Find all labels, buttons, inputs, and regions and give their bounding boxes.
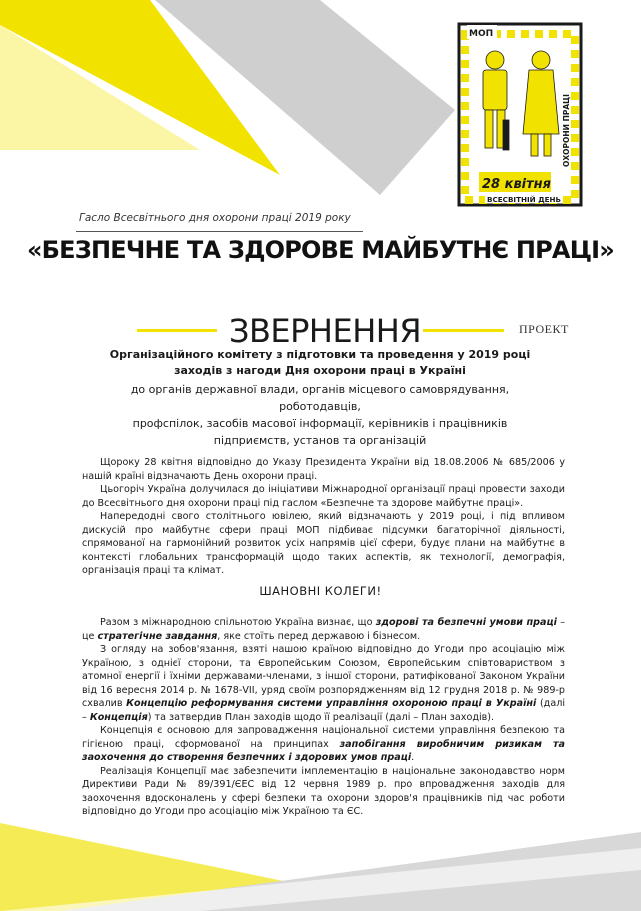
logo-top-text: МОП bbox=[469, 29, 494, 39]
headline-slogan: «БЕЗПЕЧНЕ ТА ЗДОРОВЕ МАЙБУТНЄ ПРАЦІ» bbox=[26, 236, 615, 264]
intro-paragraph: Щороку 28 квітня відповідно до Указу Президента України від 18.08.2006 № 685/2006 у нашій країні відзначають День охорони праці. bbox=[82, 457, 565, 482]
main-paragraph: Концепція є основою для запровадження національної системи управління безпекою та гігієною праці, сформованої на принципах запобігання виробничим ризикам та заохочення до створення безпечних і здорових умов праці. bbox=[82, 725, 565, 763]
organization-line: Організаційного комітету з підготовки та проведення у 2019 році bbox=[109, 348, 531, 361]
emphasis: Концепція bbox=[89, 711, 148, 723]
emphasis: запобігання виробничим ризикам та заохочення до створення безпечних і здорових умов праці bbox=[82, 738, 565, 763]
main-paragraph: Разом з міжнародною спільнотою Україна визнає, що здорові та безпечні умови праці – це стратегічне завдання, яке стоїть перед державою і бізнесом. bbox=[82, 617, 565, 642]
emphasis: здорові та безпечні умови праці bbox=[375, 617, 557, 628]
addressee-line: профспілок, засобів масової інформації, керівників і працівників bbox=[132, 417, 508, 430]
main-paragraph: Реалізація Концепції має забезпечити імплементацію в національне законодавство норм Директиви Ради № 89/391/ЄЕС від 12 червня 1989 р. про впровадження заходів для заохочення вдосконалень у сфері безпеки та охорони здоров'я працівників під час роботи відповідно до Угоди про асоціацію між Україною та ЄС. bbox=[82, 765, 565, 817]
intro-paragraph: Цьогоріч Україна долучилася до ініціативи Міжнародної організації праці провести заходи до Всесвітнього дня охорони праці під гаслом «Безпечне та здорове майбутнє праці». bbox=[82, 484, 565, 509]
addressees bbox=[90, 381, 550, 449]
emphasis: стратегічне завдання bbox=[97, 630, 218, 642]
ilo-safety-day-logo-icon bbox=[457, 22, 583, 207]
appeal-title: ЗВЕРНЕННЯ bbox=[228, 312, 422, 350]
emphasis: Концепцію реформування системи управління охороною праці в Україні bbox=[126, 698, 537, 709]
main-paragraph: З огляду на зобов'язання, взяті нашою країною відповідно до Угоди про асоціацію між Україною, з однієї сторони, та Європейським Союзом, Європейським співтовариством з атомної енергії і їхніми державами-членами, з іншої сторони, ратифікованої Законом України від 16 вересня 2014 р. № 1678-VII, уряд своїм розпорядженням від 12 грудня 2018 р. № 989-р схвалив Концепцію реформування системи управління охороною праці в Україні (далі – Концепція) та затвердив План заходів щодо її реалізації (далі – План заходів). bbox=[82, 644, 565, 723]
slogan-label: Гасло Всесвітнього дня охорони праці 2019 року bbox=[79, 212, 351, 224]
organization-line: заходів з нагоди Дня охорони праці в Україні bbox=[174, 364, 466, 377]
draft-label: ПРОЕКТ bbox=[519, 322, 569, 336]
slogan-divider bbox=[76, 231, 363, 232]
organization-heading bbox=[90, 347, 550, 379]
intro-paragraph: Напередодні свого столітнього ювілею, який відзначають у 2019 році, і під впливом дискусій про майбутнє сфери праці МОП підбиває підсумки багаторічної діяльності, спрямованої на гармонійний розвиток усіх напрямів цієї сфери, будує плани на майбутнє в контексті глобальних трансформацій щодо таких аспектів, як технології, демографія, організація праці та клімат. bbox=[82, 511, 565, 576]
world-safety-day-logo bbox=[457, 22, 583, 207]
logo-side-text: ОХОРОНИ ПРАЦІ bbox=[562, 94, 571, 167]
logo-bottom-text: ВСЕСВІТНІЙ ДЕНЬ bbox=[487, 195, 562, 204]
addressee-line: підприємств, установ та організацій bbox=[213, 434, 427, 447]
title-bar-right bbox=[423, 329, 504, 332]
greeting: ШАНОВНІ КОЛЕГИ! bbox=[259, 584, 382, 598]
addressee-line: до органів державної влади, органів місцевого самоврядування, роботодавців, bbox=[130, 383, 510, 413]
intro-section bbox=[82, 456, 565, 578]
logo-date: 28 квітня bbox=[482, 177, 551, 192]
main-section bbox=[82, 616, 565, 819]
